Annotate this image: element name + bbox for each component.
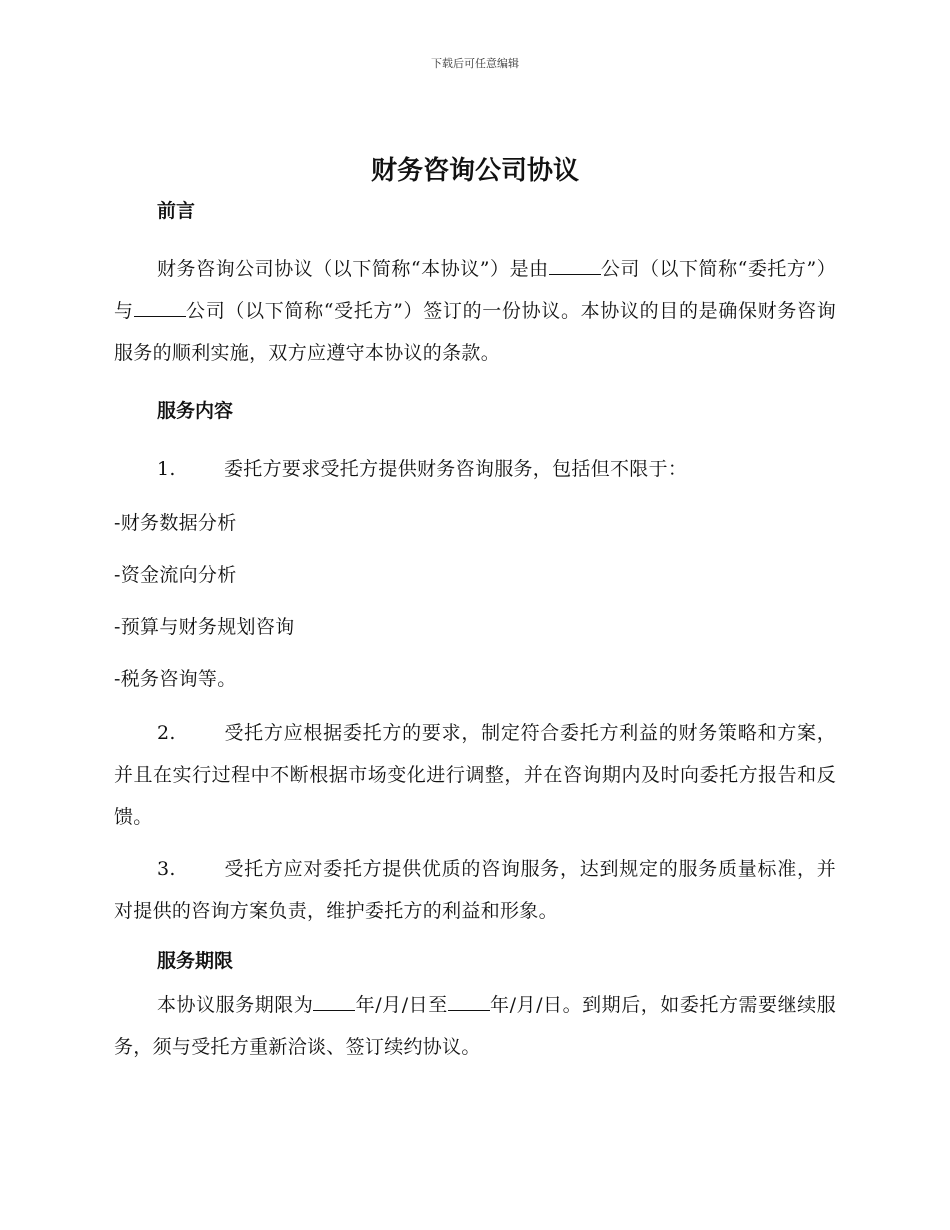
service-item-2 (114, 712, 836, 838)
service-item-3 (114, 848, 836, 932)
service-term-paragraph (114, 984, 836, 1068)
document-body (114, 196, 836, 1068)
blank-client-name (549, 256, 601, 275)
section-heading-service-content: 服务内容 (157, 400, 234, 422)
term-text-b: 年/月/日至 (355, 994, 448, 1016)
item-number: 1. (157, 458, 176, 480)
item-text: 受托方应根据委托方的要求，制定符合委托方利益的财务策略和方案，并且在实行过程中不断根据市场变化进行调整，并在咨询期内及时向委托方报告和反馈。 (114, 722, 836, 828)
item-text: 受托方应对委托方提供优质的咨询服务，达到规定的服务质量标准，并对提供的咨询方案负责，维护委托方的利益和形象。 (114, 858, 836, 922)
section-heading-preface: 前言 (157, 200, 196, 222)
service-item-1 (114, 448, 836, 490)
item-number: 3. (157, 858, 176, 880)
bullet-item: -财务数据分析 (114, 512, 237, 534)
preface-paragraph (114, 248, 836, 374)
blank-provider-name (134, 298, 186, 317)
term-text-c: 年/月/日。到期后，如委托方需要继续服务，须与受托方重新洽谈、签订续约协议。 (114, 994, 837, 1058)
preface-text-c: 公司（以下简称“受托方”）签订的一份协议。本协议的目的是确保财务咨询服务的顺利实施，双方应遵守本协议的条款。 (114, 300, 836, 364)
item-text: 委托方要求受托方提供财务咨询服务，包括但不限于： (224, 458, 688, 480)
bullet-item: -资金流向分析 (114, 564, 237, 586)
preface-text-a: 财务咨询公司协议（以下简称“本协议”）是由 (157, 258, 549, 280)
section-heading-service-term: 服务期限 (157, 950, 234, 972)
blank-start-year (313, 992, 355, 1011)
item-number: 2. (157, 722, 176, 744)
header-note: 下载后可任意编辑 (431, 57, 519, 70)
term-text-a: 本协议服务期限为 (157, 994, 314, 1016)
bullet-item: -预算与财务规划咨询 (114, 616, 295, 638)
blank-end-year (448, 992, 490, 1011)
preface-text-b: 公司（以下简称“委托方”）与 (114, 258, 837, 322)
document-title: 财务咨询公司协议 (370, 156, 579, 186)
bullet-item: -税务咨询等。 (114, 668, 237, 690)
